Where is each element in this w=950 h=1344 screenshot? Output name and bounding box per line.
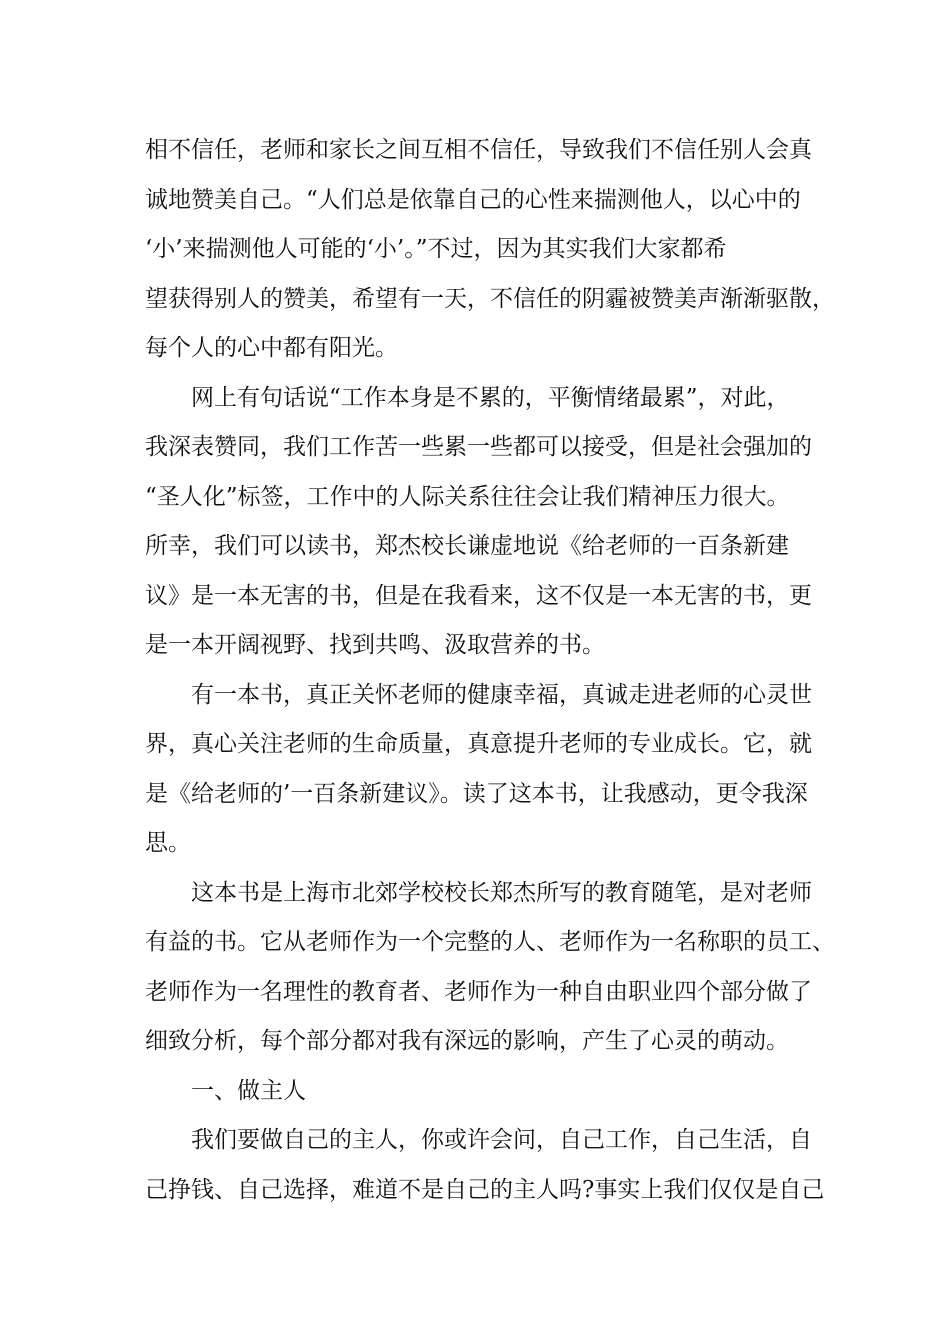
text-line: 每个人的心中都有阳光。: [145, 335, 398, 361]
paragraph-1: [145, 126, 835, 374]
text-line-first: 我们要做自己的主人，你或许会问，自己工作，自己生活，自: [191, 1127, 812, 1153]
text-line: 诚地赞美自己。“人们总是依靠自己的心性来揣测他人，以心中的: [145, 186, 801, 213]
paragraph-2: [145, 374, 835, 671]
text-line: 界，真心关注老师的生命质量，真意提升老师的专业成长。它，就: [145, 731, 812, 757]
text-line: 己挣钱、自己选择，难道不是自己的主人吗?事实上我们仅仅是自己: [145, 1176, 825, 1203]
text-line-first: 网上有句话说“工作本身是不累的，平衡情绪最累”，对此，: [191, 384, 790, 411]
text-line: 是一本开阔视野、找到共鸣、汲取营养的书。: [145, 632, 605, 658]
paragraph-6: [145, 1116, 835, 1215]
paragraph-3: [145, 671, 835, 869]
text-line: 是《给老师的’一百条新建议》。读了这本书，让我感动，更令我深: [145, 780, 808, 807]
text-line: 望获得别人的赞美，希望有一天，不信任的阴霾被赞美声渐渐驱散，: [145, 285, 835, 312]
text-line-first: 有一本书，真正关怀老师的健康幸福，真诚走进老师的心灵世: [191, 681, 812, 708]
text-line: ‘小’来揣测他人可能的‘小’。”不过，因为其实我们大家都希: [145, 236, 727, 262]
text-line: “圣人化”标签，工作中的人际关系往往会让我们精神压力很大。: [145, 483, 790, 510]
text-line: 相不信任，老师和家长之间互相不信任，导致我们不信任别人会真: [145, 137, 812, 163]
text-line: 所幸，我们可以读书，郑杰校长谦虚地说《给老师的一百条新建: [145, 533, 789, 559]
section-heading: [145, 1067, 835, 1117]
text-line: 有益的书。它从老师作为一个完整的人、老师作为一名称职的员工、: [145, 929, 835, 955]
text-line: 思。: [145, 830, 191, 856]
text-line: 我深表赞同，我们工作苦一些累一些都可以接受，但是社会强加的: [145, 434, 812, 460]
document-body: [145, 126, 835, 1215]
paragraph-4: [145, 869, 835, 1067]
text-line: 议》是一本无害的书，但是在我看来，这不仅是一本无害的书，更: [145, 582, 812, 609]
text-line: 老师作为一名理性的教育者、老师作为一种自由职业四个部分做了: [145, 978, 812, 1005]
text-line-first: 这本书是上海市北郊学校校长郑杰所写的教育随笔，是对老师: [191, 879, 812, 906]
section-heading-text: 一、做主人: [191, 1077, 306, 1104]
text-line: 细致分析，每个部分都对我有深远的影响，产生了心灵的萌动。: [145, 1028, 789, 1054]
